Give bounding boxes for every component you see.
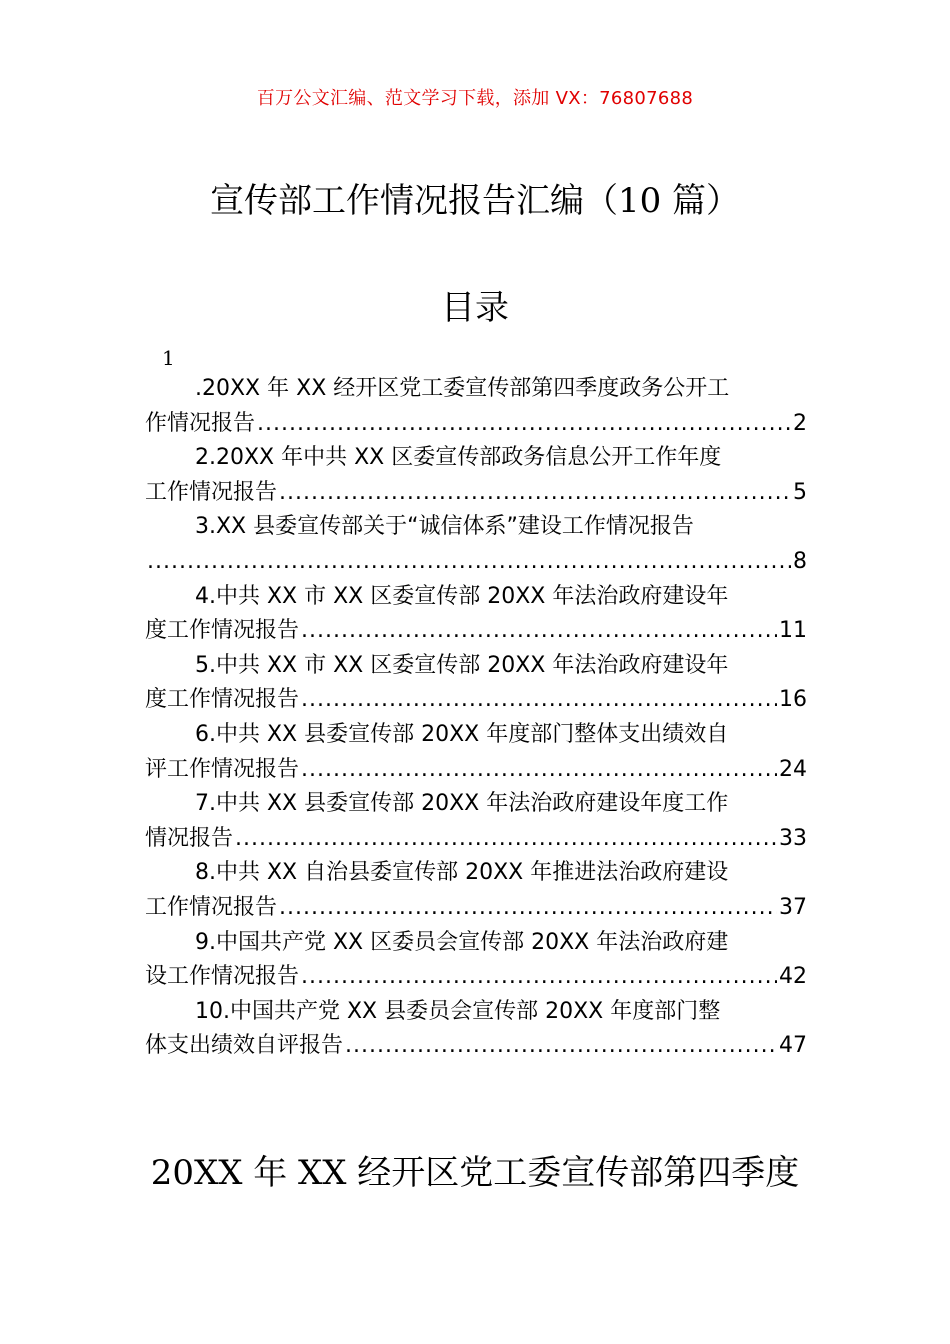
toc-page-number: 8	[793, 548, 807, 574]
toc-entry-title-cont: 情况报告	[145, 825, 234, 851]
toc-entry-title-cont: 度工作情况报告	[145, 687, 300, 713]
document-title: 宣传部工作情况报告汇编（10 篇）	[209, 181, 741, 221]
toc-page-number: 11	[779, 618, 807, 644]
toc-entry-title: 8.中共 XX 自治县委宣传部 20XX 年推进法治政府建设	[195, 860, 729, 886]
toc-entry[interactable]	[145, 372, 807, 441]
toc-entry-title: 2.20XX 年中共 XX 区委宣传部政务信息公开工作年度	[195, 445, 722, 471]
toc-entry[interactable]	[145, 580, 807, 649]
toc-dot-leader	[279, 476, 791, 511]
toc-dot-leader	[257, 407, 791, 442]
toc-page-number: 16	[779, 687, 807, 713]
section-heading: 20XX 年 XX 经开区党工委宣传部第四季度	[150, 1153, 800, 1193]
toc-entry[interactable]	[145, 856, 807, 925]
toc-dot-leader	[301, 614, 777, 649]
toc-entry-title-cont: 作情况报告	[145, 410, 256, 436]
toc-entry-title: 9.中国共产党 XX 区委员会宣传部 20XX 年法治政府建	[195, 929, 729, 955]
toc-dot-leader	[279, 891, 777, 926]
toc-dot-leader	[301, 683, 777, 718]
toc-page-number: 5	[793, 479, 807, 505]
toc-entry[interactable]	[145, 926, 807, 995]
toc-entry[interactable]	[145, 718, 807, 787]
toc-page-number: 24	[779, 756, 807, 782]
toc-entry-title-cont: 设工作情况报告	[145, 964, 300, 990]
toc-page-number: 33	[779, 825, 807, 851]
toc-entry-title-cont: 工作情况报告	[145, 894, 278, 920]
toc-entry-title: 10.中国共产党 XX 县委员会宣传部 20XX 年度部门整	[195, 998, 721, 1024]
toc-entry-title: .20XX 年 XX 经开区党工委宣传部第四季度政务公开工	[195, 376, 730, 401]
toc-title: 目录	[441, 288, 509, 328]
toc-entry-title: 3.XX 县委宣传部关于“诚信体系”建设工作情况报告	[195, 514, 694, 540]
toc-entry-title-cont: 体支出绩效自评报告	[145, 1033, 344, 1059]
toc-entry-title-cont: 度工作情况报告	[145, 618, 300, 644]
toc-dot-leader	[235, 822, 777, 857]
toc-page-number: 47	[779, 1033, 807, 1059]
toc-page-number: 42	[779, 964, 807, 990]
table-of-contents	[145, 372, 807, 1064]
toc-entry-title: 5.中共 XX 市 XX 区委宣传部 20XX 年法治政府建设年	[195, 652, 729, 678]
toc-entry[interactable]	[145, 995, 807, 1064]
toc-dot-leader	[147, 545, 791, 580]
toc-entry[interactable]	[145, 510, 807, 579]
toc-entry-title: 4.中共 XX 市 XX 区委宣传部 20XX 年法治政府建设年	[195, 583, 729, 609]
toc-dot-leader	[345, 1029, 777, 1064]
toc-entry[interactable]	[145, 649, 807, 718]
toc-dot-leader	[301, 753, 777, 788]
header-note: 百万公文汇编、范文学习下载，添加 VX：76807688	[256, 88, 694, 109]
toc-entry[interactable]	[145, 441, 807, 510]
toc-dot-leader	[301, 960, 777, 995]
toc-entry-title-cont: 工作情况报告	[145, 479, 278, 505]
toc-page-number: 2	[793, 410, 807, 436]
toc-entry[interactable]	[145, 787, 807, 856]
toc-entry-title: 7.中共 XX 县委宣传部 20XX 年法治政府建设年度工作	[195, 791, 729, 817]
toc-page-number: 37	[779, 894, 807, 920]
toc-entry-title-cont: 评工作情况报告	[145, 756, 300, 782]
toc-entry-title: 6.中共 XX 县委宣传部 20XX 年度部门整体支出绩效自	[195, 721, 729, 747]
toc-stray-number: 1	[162, 346, 175, 370]
